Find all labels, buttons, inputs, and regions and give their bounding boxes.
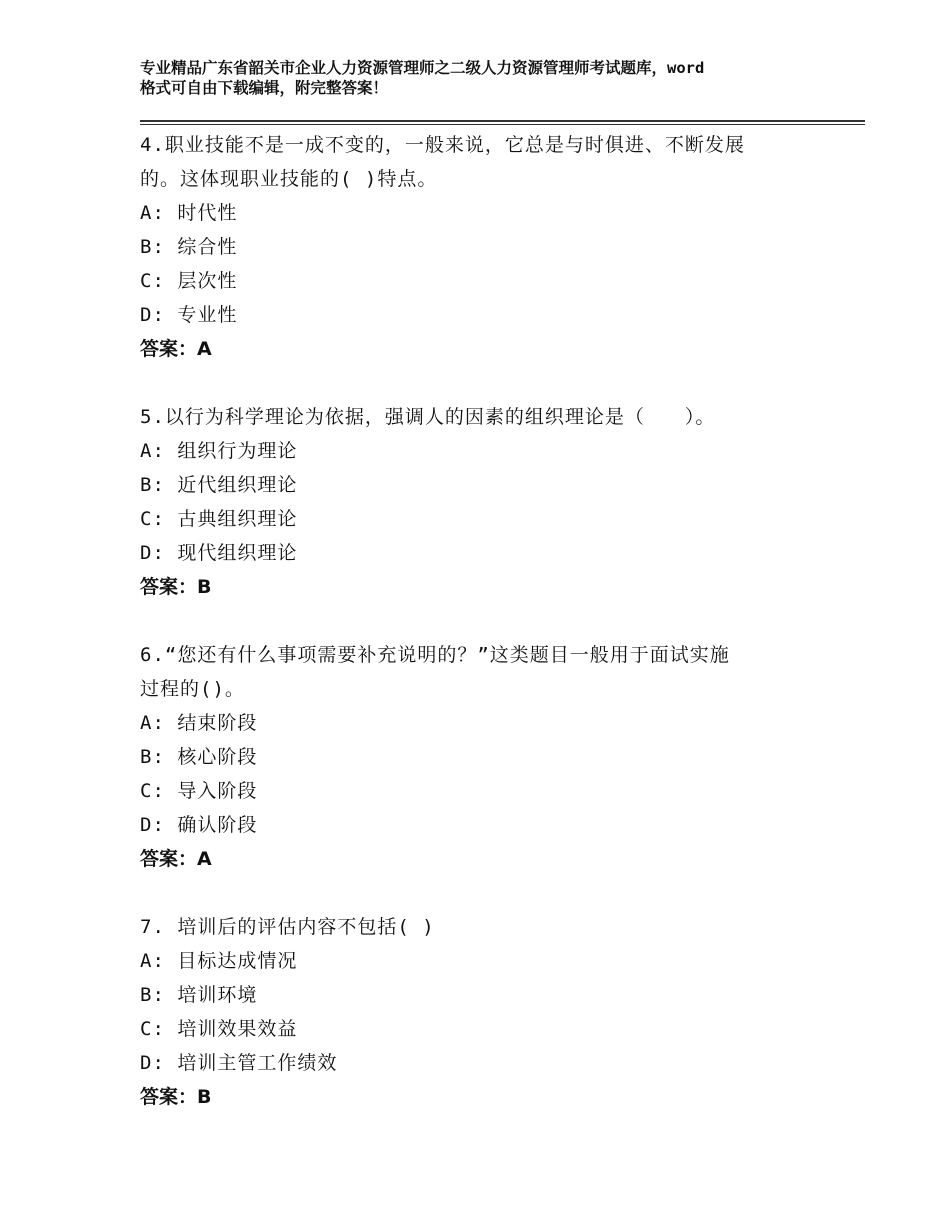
answer: 答案：B bbox=[140, 576, 212, 598]
option-c: C: 培训效果效益 bbox=[140, 1018, 298, 1040]
header-rule-thin bbox=[140, 124, 865, 125]
option-b: B: 近代组织理论 bbox=[140, 474, 298, 496]
stem-line: 6.“您还有什么事项需要补充说明的？”这类题目一般用于面试实施 bbox=[140, 644, 730, 666]
answer: 答案：B bbox=[140, 1086, 212, 1108]
question-stem bbox=[140, 638, 840, 706]
question-4 bbox=[140, 128, 840, 366]
option-a: A: 结束阶段 bbox=[140, 712, 258, 734]
option-a: A: 时代性 bbox=[140, 202, 238, 224]
question-stem bbox=[140, 400, 840, 434]
option-b: B: 综合性 bbox=[140, 236, 238, 258]
question-stem bbox=[140, 910, 840, 944]
option-c: C: 古典组织理论 bbox=[140, 508, 298, 530]
header-rule-thick bbox=[140, 120, 865, 122]
option-d: D: 专业性 bbox=[140, 304, 238, 326]
option-d: D: 现代组织理论 bbox=[140, 542, 298, 564]
stem-line: 过程的()。 bbox=[140, 678, 245, 700]
option-d: D: 确认阶段 bbox=[140, 814, 258, 836]
option-c: C: 层次性 bbox=[140, 270, 238, 292]
stem-line: 5.以行为科学理论为依据，强调人的因素的组织理论是（ ）。 bbox=[140, 406, 716, 428]
question-7 bbox=[140, 910, 840, 1114]
question-stem bbox=[140, 128, 840, 196]
header-line-1: 专业精品广东省韶关市企业人力资源管理师之二级人力资源管理师考试题库，word bbox=[140, 59, 705, 77]
stem-line: 7. 培训后的评估内容不包括( ) bbox=[140, 916, 435, 938]
document-header bbox=[140, 58, 830, 98]
option-c: C: 导入阶段 bbox=[140, 780, 258, 802]
option-a: A: 组织行为理论 bbox=[140, 440, 298, 462]
stem-line: 4.职业技能不是一成不变的，一般来说，它总是与时俱进、不断发展 bbox=[140, 134, 745, 156]
option-a: A: 目标达成情况 bbox=[140, 950, 298, 972]
answer: 答案：A bbox=[140, 338, 212, 360]
question-5 bbox=[140, 400, 840, 604]
question-6 bbox=[140, 638, 840, 876]
option-d: D: 培训主管工作绩效 bbox=[140, 1052, 338, 1074]
stem-line: 的。这体现职业技能的( )特点。 bbox=[140, 168, 438, 190]
option-b: B: 核心阶段 bbox=[140, 746, 258, 768]
header-line-2: 格式可自由下载编辑，附完整答案！ bbox=[140, 79, 389, 97]
option-b: B: 培训环境 bbox=[140, 984, 258, 1006]
question-list bbox=[140, 128, 840, 1114]
answer: 答案：A bbox=[140, 848, 212, 870]
